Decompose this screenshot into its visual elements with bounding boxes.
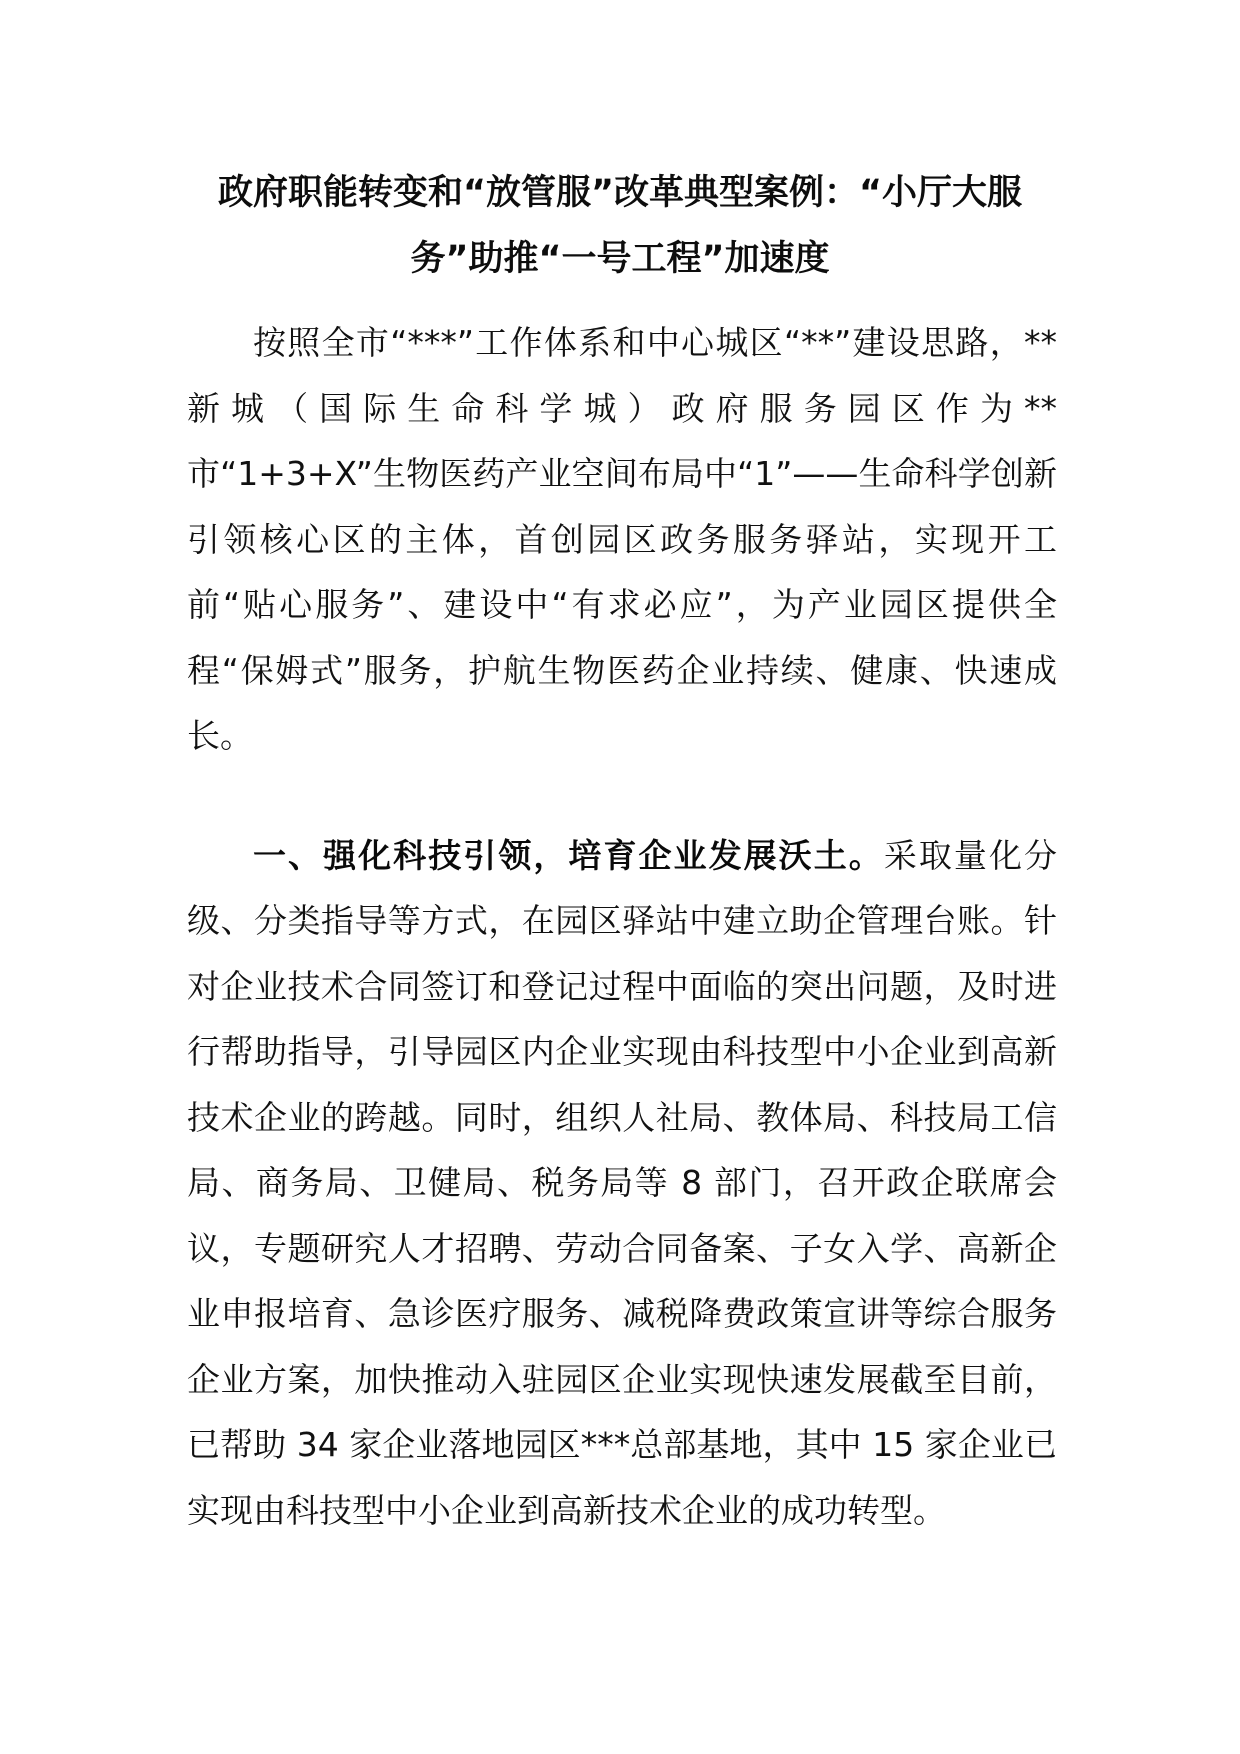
section-one-heading: 一、强化科技引领，培育企业发展沃土。 xyxy=(253,835,884,875)
title-line-1: 政府职能转变和“放管服”改革典型案例：“小厅大服 xyxy=(217,173,1022,213)
title-line-2: 务”助推“一号工程”加速度 xyxy=(410,239,830,279)
document-title xyxy=(200,160,1040,292)
document-body xyxy=(187,310,1057,1543)
section-one-text: 采取量化分级、分类指导等方式，在园区驿站中建立助企管理台账。针对企业技术合同签订和登记过程中面临的突出问题，及时进行帮助指导，引导园区内企业实现由科技型中小企业到高新技术企业的跨越。同时，组织人社局、教体局、科技局工信局、商务局、卫健局、税务局等 8 部门，召开政企联席会议，专题研究人才招聘、劳动合同备案、子女入学、高新企业申报培育、急诊医疗服务、减税降费政策宣讲等综合服务企业方案，加快推动入驻园区企业实现快速发展截至目前，已帮助 34 家企业落地园区***总部基地，其中 15 家企业已实现由科技型中小企业到高新技术企业的成功转型。 xyxy=(187,835,1058,1530)
section-one-paragraph xyxy=(187,823,1057,1544)
intro-paragraph-text: 按照全市“***”工作体系和中心城区“**”建设思路，**新城（国际生命科学城）政府服务园区作为**市“1+3+X”生物医药产业空间布局中“1”——生命科学创新引领核心区的主体，首创园区政务服务驿站，实现开工前“贴心服务”、建设中“有求必应”，为产业园区提供全程“保姆式”服务，护航生物医药企业持续、健康、快速成长。 xyxy=(187,323,1057,755)
intro-paragraph xyxy=(187,310,1057,769)
